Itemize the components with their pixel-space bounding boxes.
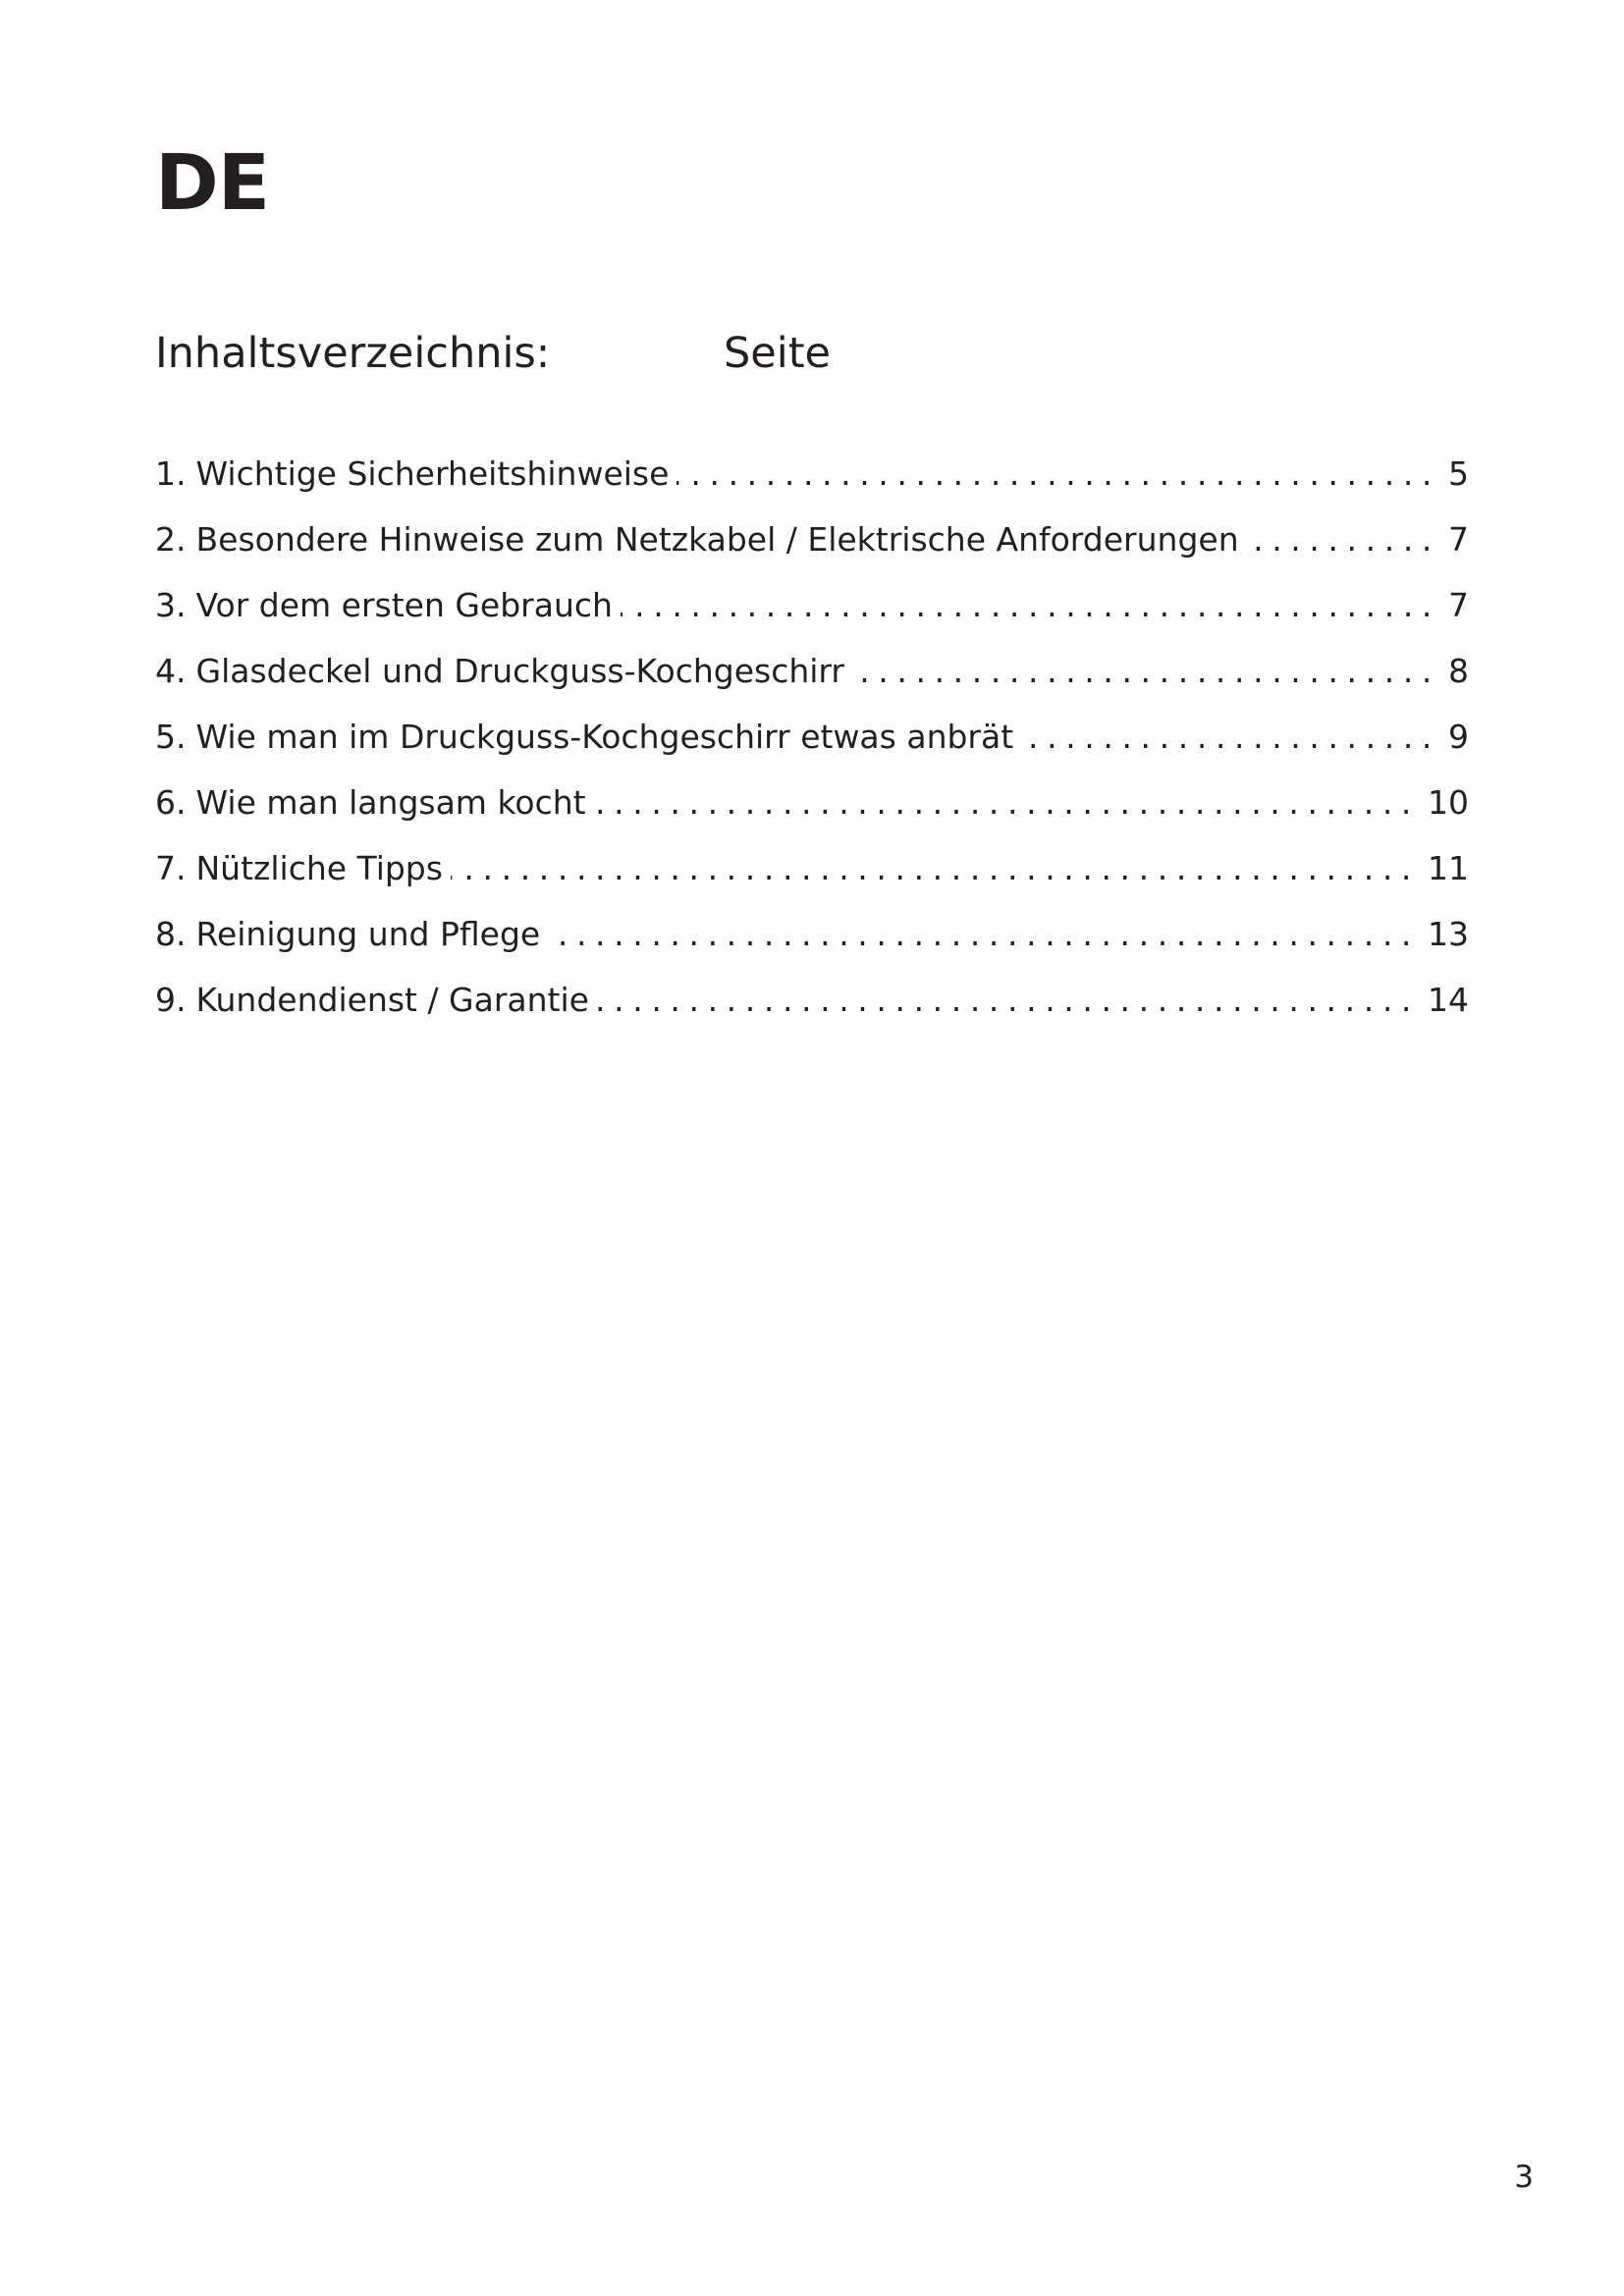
toc-entry — [155, 449, 1469, 514]
toc-entry-number: 6. — [155, 783, 187, 822]
toc-dot-leader — [1021, 712, 1440, 763]
toc-entry-number: 8. — [155, 915, 187, 953]
toc-entry-title: Glasdeckel und Druckguss-Kochgeschirr — [195, 652, 844, 690]
toc-entry — [155, 580, 1469, 646]
toc-entry-title: Vor dem ersten Gebrauch — [195, 586, 613, 624]
toc-entry-page: 7 — [1448, 520, 1469, 559]
toc-entry — [155, 843, 1469, 909]
toc-entry-page: 7 — [1448, 586, 1469, 624]
toc-entry-number: 5. — [155, 718, 187, 756]
toc-dot-leader — [548, 909, 1420, 960]
toc-entry-title: Wichtige Sicherheitshinweise — [195, 454, 670, 493]
toc-entry-page: 9 — [1448, 718, 1469, 756]
toc-entry-page: 8 — [1448, 652, 1469, 690]
toc-entry — [155, 646, 1469, 712]
toc-entry — [155, 975, 1469, 1041]
toc-entry-page: 11 — [1428, 849, 1469, 887]
page-number: 3 — [1514, 2160, 1534, 2195]
toc-list — [155, 449, 1469, 1041]
toc-entry-number: 2. — [155, 520, 187, 559]
toc-header — [155, 324, 1471, 383]
toc-dot-leader — [677, 449, 1440, 500]
toc-dot-leader — [621, 580, 1440, 631]
toc-entry — [155, 777, 1469, 843]
toc-entry-number: 4. — [155, 652, 187, 690]
toc-entry-title: Nützliche Tipps — [195, 849, 443, 887]
toc-entry-page: 13 — [1428, 915, 1469, 953]
toc-heading: Inhaltsverzeichnis: — [155, 329, 551, 378]
toc-entry — [155, 712, 1469, 777]
toc-entry-page: 5 — [1448, 454, 1469, 493]
toc-dot-leader — [1247, 514, 1440, 565]
toc-entry-title: Wie man im Druckguss-Kochgeschirr etwas anbrät — [195, 718, 1014, 756]
language-code-heading: DE — [155, 139, 270, 228]
toc-entry — [155, 514, 1469, 580]
toc-entry-page: 14 — [1428, 981, 1469, 1019]
toc-entry-title: Reinigung und Pflege — [195, 915, 541, 953]
toc-entry-title: Wie man langsam kocht — [195, 783, 586, 822]
toc-entry-title: Kundendienst / Garantie — [195, 981, 589, 1019]
toc-entry-number: 1. — [155, 454, 187, 493]
toc-entry — [155, 909, 1469, 975]
toc-entry-title: Besondere Hinweise zum Netzkabel / Elektrische Anforderungen — [195, 520, 1239, 559]
toc-dot-leader — [451, 843, 1420, 894]
toc-entry-number: 3. — [155, 586, 187, 624]
toc-entry-number: 9. — [155, 981, 187, 1019]
toc-entry-page: 10 — [1428, 783, 1469, 822]
toc-dot-leader — [597, 975, 1420, 1026]
toc-entry-number: 7. — [155, 849, 187, 887]
toc-page-column-label: Seite — [724, 329, 832, 378]
toc-dot-leader — [852, 646, 1440, 697]
toc-dot-leader — [594, 777, 1420, 828]
